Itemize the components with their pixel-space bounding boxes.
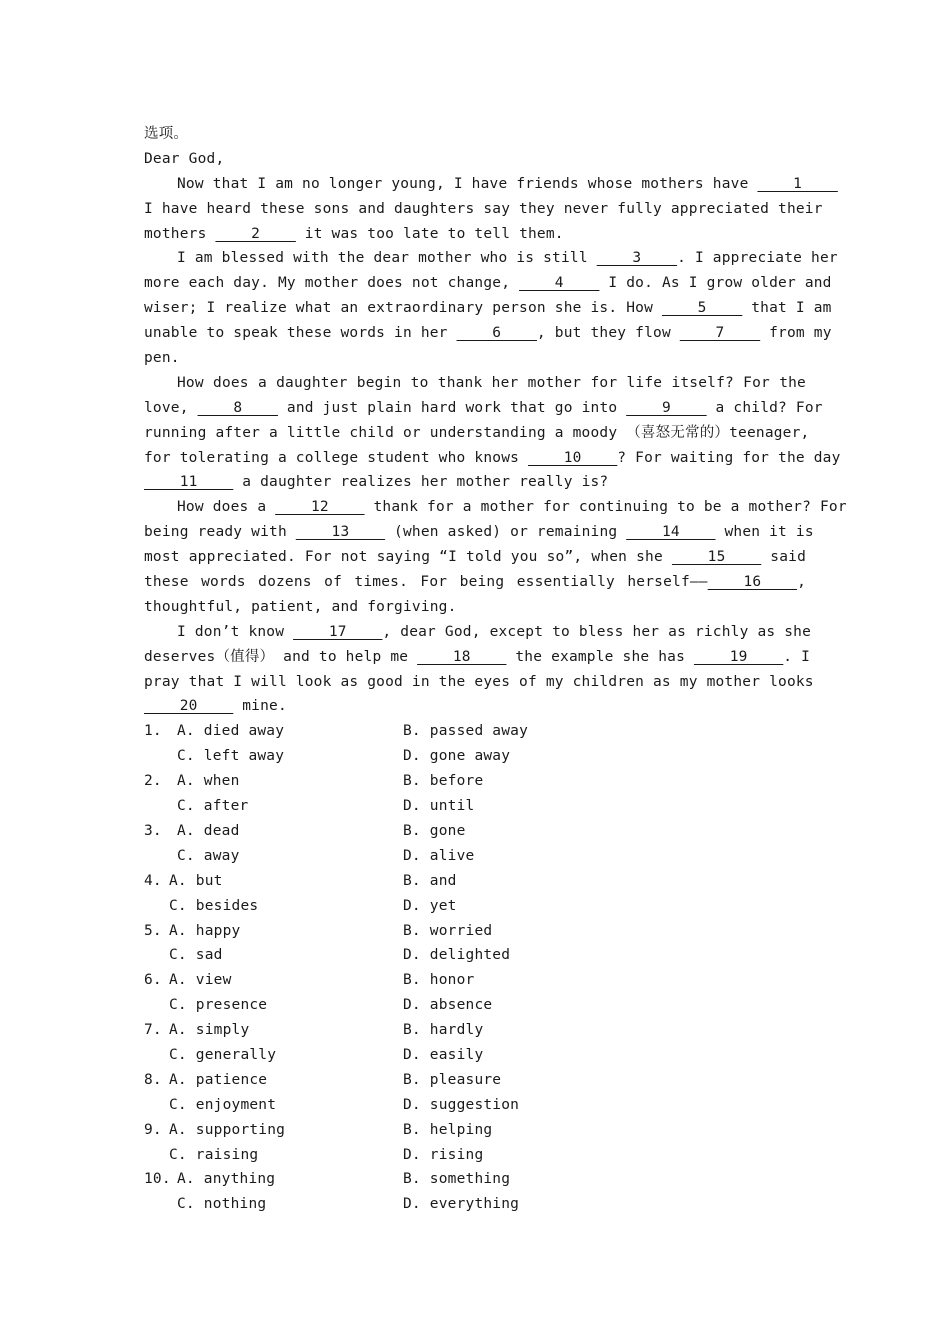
passage-text: pray that I will look as good in the eyes of my children as my mother looks: [144, 673, 814, 690]
option-row: [144, 744, 806, 769]
passage-text: Dear God,: [144, 150, 225, 167]
option-c: C. left away: [177, 748, 285, 765]
option-b: B. and: [403, 872, 457, 889]
question-number: 2.: [144, 773, 162, 790]
answer-blank: ____15____: [671, 549, 762, 566]
option-b: B. before: [403, 773, 484, 790]
question-number: 9.: [144, 1121, 162, 1138]
question-list: [144, 719, 806, 1217]
passage-text: more each day. My mother does not change,: [144, 275, 520, 292]
passage-line: [144, 645, 811, 670]
question-item: [144, 968, 806, 1018]
passage-text: ? For waiting for the day: [617, 449, 841, 466]
answer-blank: ____3____: [596, 250, 678, 267]
question-number: 1.: [144, 723, 162, 740]
option-a: A. supporting: [169, 1121, 286, 1138]
question-item: [144, 769, 806, 819]
option-row: [144, 869, 806, 894]
passage-text: for tolerating a college student who knows: [144, 449, 528, 466]
answer-blank: ____5____: [661, 300, 743, 317]
answer-blank: ____13____: [295, 524, 386, 541]
option-d: D. everything: [403, 1196, 520, 1213]
answer-blank: ____2____: [215, 225, 296, 242]
option-a: A. simply: [169, 1022, 250, 1039]
option-b: B. worried: [403, 922, 493, 939]
passage-text: deserves（值得） and to help me: [144, 648, 418, 665]
passage-line: [144, 545, 806, 570]
cloze-passage: [144, 122, 847, 719]
passage-line: [144, 620, 812, 645]
question-item: [144, 869, 806, 919]
passage-line: [144, 296, 832, 321]
option-a: A. anything: [177, 1171, 276, 1188]
option-c: C. enjoyment: [169, 1096, 277, 1113]
option-row: [144, 794, 806, 819]
option-a: A. view: [169, 972, 232, 989]
question-number: 7.: [144, 1022, 162, 1039]
passage-text: I am blessed with the dear mother who is still: [177, 250, 597, 267]
answer-blank: ____17____: [293, 623, 383, 640]
answer-blank: ____11____: [144, 474, 234, 491]
answer-blank: ____6____: [456, 325, 537, 342]
passage-text: that I am: [742, 300, 832, 317]
question-number: 4.: [144, 872, 162, 889]
question-number: 8.: [144, 1071, 162, 1088]
answer-blank: ____10____: [527, 449, 618, 466]
question-number: 10.: [144, 1171, 171, 1188]
option-row: [144, 719, 806, 744]
question-item: [144, 819, 806, 869]
option-row: [144, 844, 806, 869]
passage-line: [144, 222, 806, 247]
passage-text: . I appreciate her: [677, 250, 838, 267]
option-c: C. nothing: [177, 1196, 267, 1213]
option-row: [144, 819, 806, 844]
option-row: [144, 993, 806, 1018]
option-c: C. raising: [169, 1146, 259, 1163]
question-item: [144, 1018, 806, 1068]
question-number: 6.: [144, 972, 162, 989]
passage-line: [144, 122, 806, 147]
option-d: D. rising: [403, 1146, 484, 1163]
passage-line: [144, 246, 838, 271]
option-row: [144, 1068, 806, 1093]
option-a: A. happy: [169, 922, 241, 939]
option-c: C. after: [177, 798, 249, 815]
option-row: [144, 894, 806, 919]
passage-text: from my: [760, 325, 832, 342]
option-b: B. gone: [403, 822, 466, 839]
question-item: [144, 1167, 806, 1217]
option-c: C. away: [177, 847, 240, 864]
passage-text: said: [761, 549, 806, 566]
option-row: [144, 1093, 806, 1118]
answer-blank: ____19____: [693, 648, 784, 665]
answer-blank: ____4____: [519, 275, 600, 292]
option-row: [144, 1167, 806, 1192]
option-a: A. dead: [177, 822, 240, 839]
passage-line: [144, 570, 806, 595]
answer-blank: ____1____: [757, 175, 838, 192]
passage-text: most appreciated. For not saying “I told you so”, when she: [144, 549, 672, 566]
passage-line: [144, 670, 814, 695]
passage-text: I have heard these sons and daughters say they never fully appreciated their: [144, 200, 823, 217]
passage-text: being ready with: [144, 524, 296, 541]
passage-line: [144, 346, 806, 371]
option-d: D. absence: [403, 997, 493, 1014]
passage-text: , dear God, except to bless her as richly as she: [382, 623, 812, 640]
option-row: [144, 1192, 806, 1217]
passage-text: and just plain hard work that go into: [277, 399, 627, 416]
option-a: A. patience: [169, 1071, 268, 1088]
option-c: C. sad: [169, 947, 223, 964]
option-d: D. suggestion: [403, 1096, 520, 1113]
passage-text: it was too late to tell them.: [295, 225, 564, 242]
option-c: C. generally: [169, 1046, 277, 1063]
passage-text: pen.: [144, 350, 180, 367]
answer-blank: ____8____: [197, 399, 278, 416]
question-item: [144, 719, 806, 769]
option-row: [144, 1018, 806, 1043]
passage-text: thank for a mother for continuing to be a mother? For: [364, 499, 847, 516]
option-b: B. helping: [403, 1121, 493, 1138]
option-d: D. yet: [403, 897, 457, 914]
passage-text: Now that I am no longer young, I have friends whose mothers have: [177, 175, 758, 192]
passage-line: [144, 271, 832, 296]
option-d: D. easily: [403, 1046, 484, 1063]
option-d: D. until: [403, 798, 475, 815]
document-page: [144, 122, 847, 1217]
passage-line: [144, 197, 823, 222]
answer-blank: ____20____: [144, 698, 234, 715]
passage-line: [144, 595, 806, 620]
option-row: [144, 1143, 806, 1168]
passage-text: these words dozens of times. For being essentially herself——: [144, 574, 708, 591]
option-b: B. hardly: [403, 1022, 484, 1039]
passage-text: mine.: [233, 698, 287, 715]
answer-blank: ____14____: [626, 524, 716, 541]
passage-line: [144, 495, 847, 520]
passage-line: [144, 371, 806, 396]
passage-text: wiser; I realize what an extraordinary person she is. How: [144, 300, 662, 317]
question-number: 3.: [144, 822, 162, 839]
option-row: [144, 919, 806, 944]
question-number: 5.: [144, 922, 162, 939]
passage-text: love,: [144, 399, 198, 416]
option-row: [144, 1043, 806, 1068]
passage-line: [144, 470, 806, 495]
option-d: D. alive: [403, 847, 475, 864]
passage-text: I don’t know: [177, 623, 294, 640]
option-a: A. died away: [177, 723, 285, 740]
passage-text: ,: [797, 574, 806, 591]
passage-line: [144, 421, 810, 446]
passage-text: How does a: [177, 499, 276, 516]
passage-text: thoughtful, patient, and forgiving.: [144, 598, 457, 615]
option-b: B. honor: [403, 972, 475, 989]
passage-line: [144, 321, 832, 346]
question-item: [144, 1068, 806, 1118]
option-row: [144, 968, 806, 993]
answer-blank: ____9____: [626, 399, 707, 416]
option-c: C. presence: [169, 997, 268, 1014]
passage-text: , but they flow: [536, 325, 680, 342]
question-item: [144, 1118, 806, 1168]
passage-text: the example she has: [506, 648, 694, 665]
passage-text: a daughter realizes her mother really is?: [233, 474, 609, 491]
passage-line: [144, 520, 814, 545]
option-b: B. passed away: [403, 723, 529, 740]
option-c: C. besides: [169, 897, 259, 914]
answer-blank: ____18____: [417, 648, 507, 665]
passage-line: [144, 172, 838, 197]
passage-text: I do. As I grow older and: [599, 275, 832, 292]
passage-text: How does a daughter begin to thank her mother for life itself? For the: [177, 374, 806, 391]
passage-text: running after a little child or understanding a moody （喜怒无常的）teenager,: [144, 424, 810, 441]
passage-text: unable to speak these words in her: [144, 325, 457, 342]
passage-text: (when asked) or remaining: [385, 524, 627, 541]
answer-blank: ____12____: [275, 499, 365, 516]
answer-blank: ____7____: [679, 325, 761, 342]
option-row: [144, 1118, 806, 1143]
question-item: [144, 919, 806, 969]
passage-text: 选项。: [144, 126, 189, 142]
passage-line: [144, 446, 841, 471]
passage-text: . I: [783, 648, 811, 665]
option-d: D. delighted: [403, 947, 511, 964]
answer-blank: ____16____: [707, 574, 798, 591]
passage-text: mothers: [144, 225, 216, 242]
option-row: [144, 943, 806, 968]
passage-line: [144, 396, 823, 421]
passage-text: when it is: [715, 524, 814, 541]
option-row: [144, 769, 806, 794]
option-b: B. pleasure: [403, 1071, 502, 1088]
option-a: A. but: [169, 872, 223, 889]
option-d: D. gone away: [403, 748, 511, 765]
option-b: B. something: [403, 1171, 511, 1188]
passage-text: a child? For: [706, 399, 823, 416]
passage-line: [144, 694, 806, 719]
option-a: A. when: [177, 773, 240, 790]
passage-line: [144, 147, 806, 172]
